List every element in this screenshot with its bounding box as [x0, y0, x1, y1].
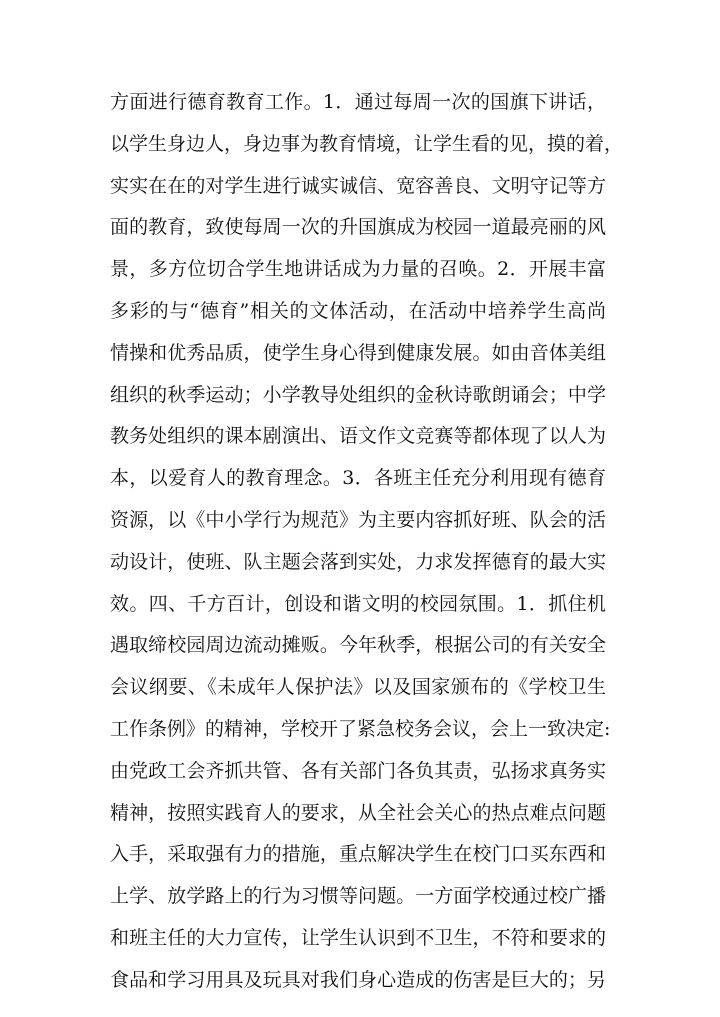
text-line: 面的教育，致使每周一次的升国旗成为校园一道最亮丽的风 — [110, 216, 606, 239]
text-line: 效。四、千方百计，创设和谐文明的校园氛围。1．抓住机 — [110, 592, 606, 615]
text-line: 会议纲要、《未成年人保护法》以及国家颁布的《学校卫生 — [110, 676, 606, 699]
text-line: 精神，按照实践育人的要求，从全社会关心的热点难点问题 — [110, 801, 606, 824]
text-line: 方面进行德育教育工作。1．通过每周一次的国旗下讲话， — [110, 91, 606, 113]
text-line: 实实在在的对学生进行诚实诚信、宽容善良、文明守记等方 — [110, 174, 606, 197]
text-line: 组织的秋季运动；小学教导处组织的金秋诗歌朗诵会；中学 — [110, 383, 606, 406]
text-line: 景，多方位切合学生地讲话成为力量的召唤。2．开展丰富 — [110, 258, 606, 281]
text-line: 由党政工会齐抓共管、各有关部门各负其责，弘扬求真务实 — [110, 759, 606, 782]
text-line: 入手，采取强有力的措施，重点解决学生在校门口买东西和 — [110, 843, 606, 866]
text-line: 遇取缔校园周边流动摊贩。今年秋季，根据公司的有关安全 — [110, 634, 606, 657]
text-line: 工作条例》的精神，学校开了紧急校务会议，会上一致决定: — [110, 717, 611, 740]
text-line: 上学、放学路上的行为习惯等问题。一方面学校通过校广播 — [110, 885, 606, 908]
text-line: 和班主任的大力宣传，让学生认识到不卫生，不符和要求的 — [110, 926, 606, 949]
text-line: 情操和优秀品质，使学生身心得到健康发展。如由音体美组 — [110, 341, 606, 364]
text-line: 食品和学习用具及玩具对我们身心造成的伤害是巨大的；另 — [110, 968, 606, 991]
text-line: 动设计，使班、队主题会落到实处，力求发挥德育的最大实 — [110, 550, 606, 573]
text-line: 以学生身边人，身边事为教育情境，让学生看的见，摸的着， — [110, 132, 624, 155]
text-line: 资源，以《中小学行为规范》为主要内容抓好班、队会的活 — [110, 508, 606, 531]
body-text — [110, 82, 624, 1002]
text-line: 多彩的与“德育”相关的文体活动，在活动中培养学生高尚 — [110, 299, 606, 322]
text-line: 教务处组织的课本剧演出、语文作文竞赛等都体现了以人为 — [110, 425, 606, 448]
text-line: 本，以爱育人的教育理念。3．各班主任充分利用现有德育 — [110, 467, 606, 490]
